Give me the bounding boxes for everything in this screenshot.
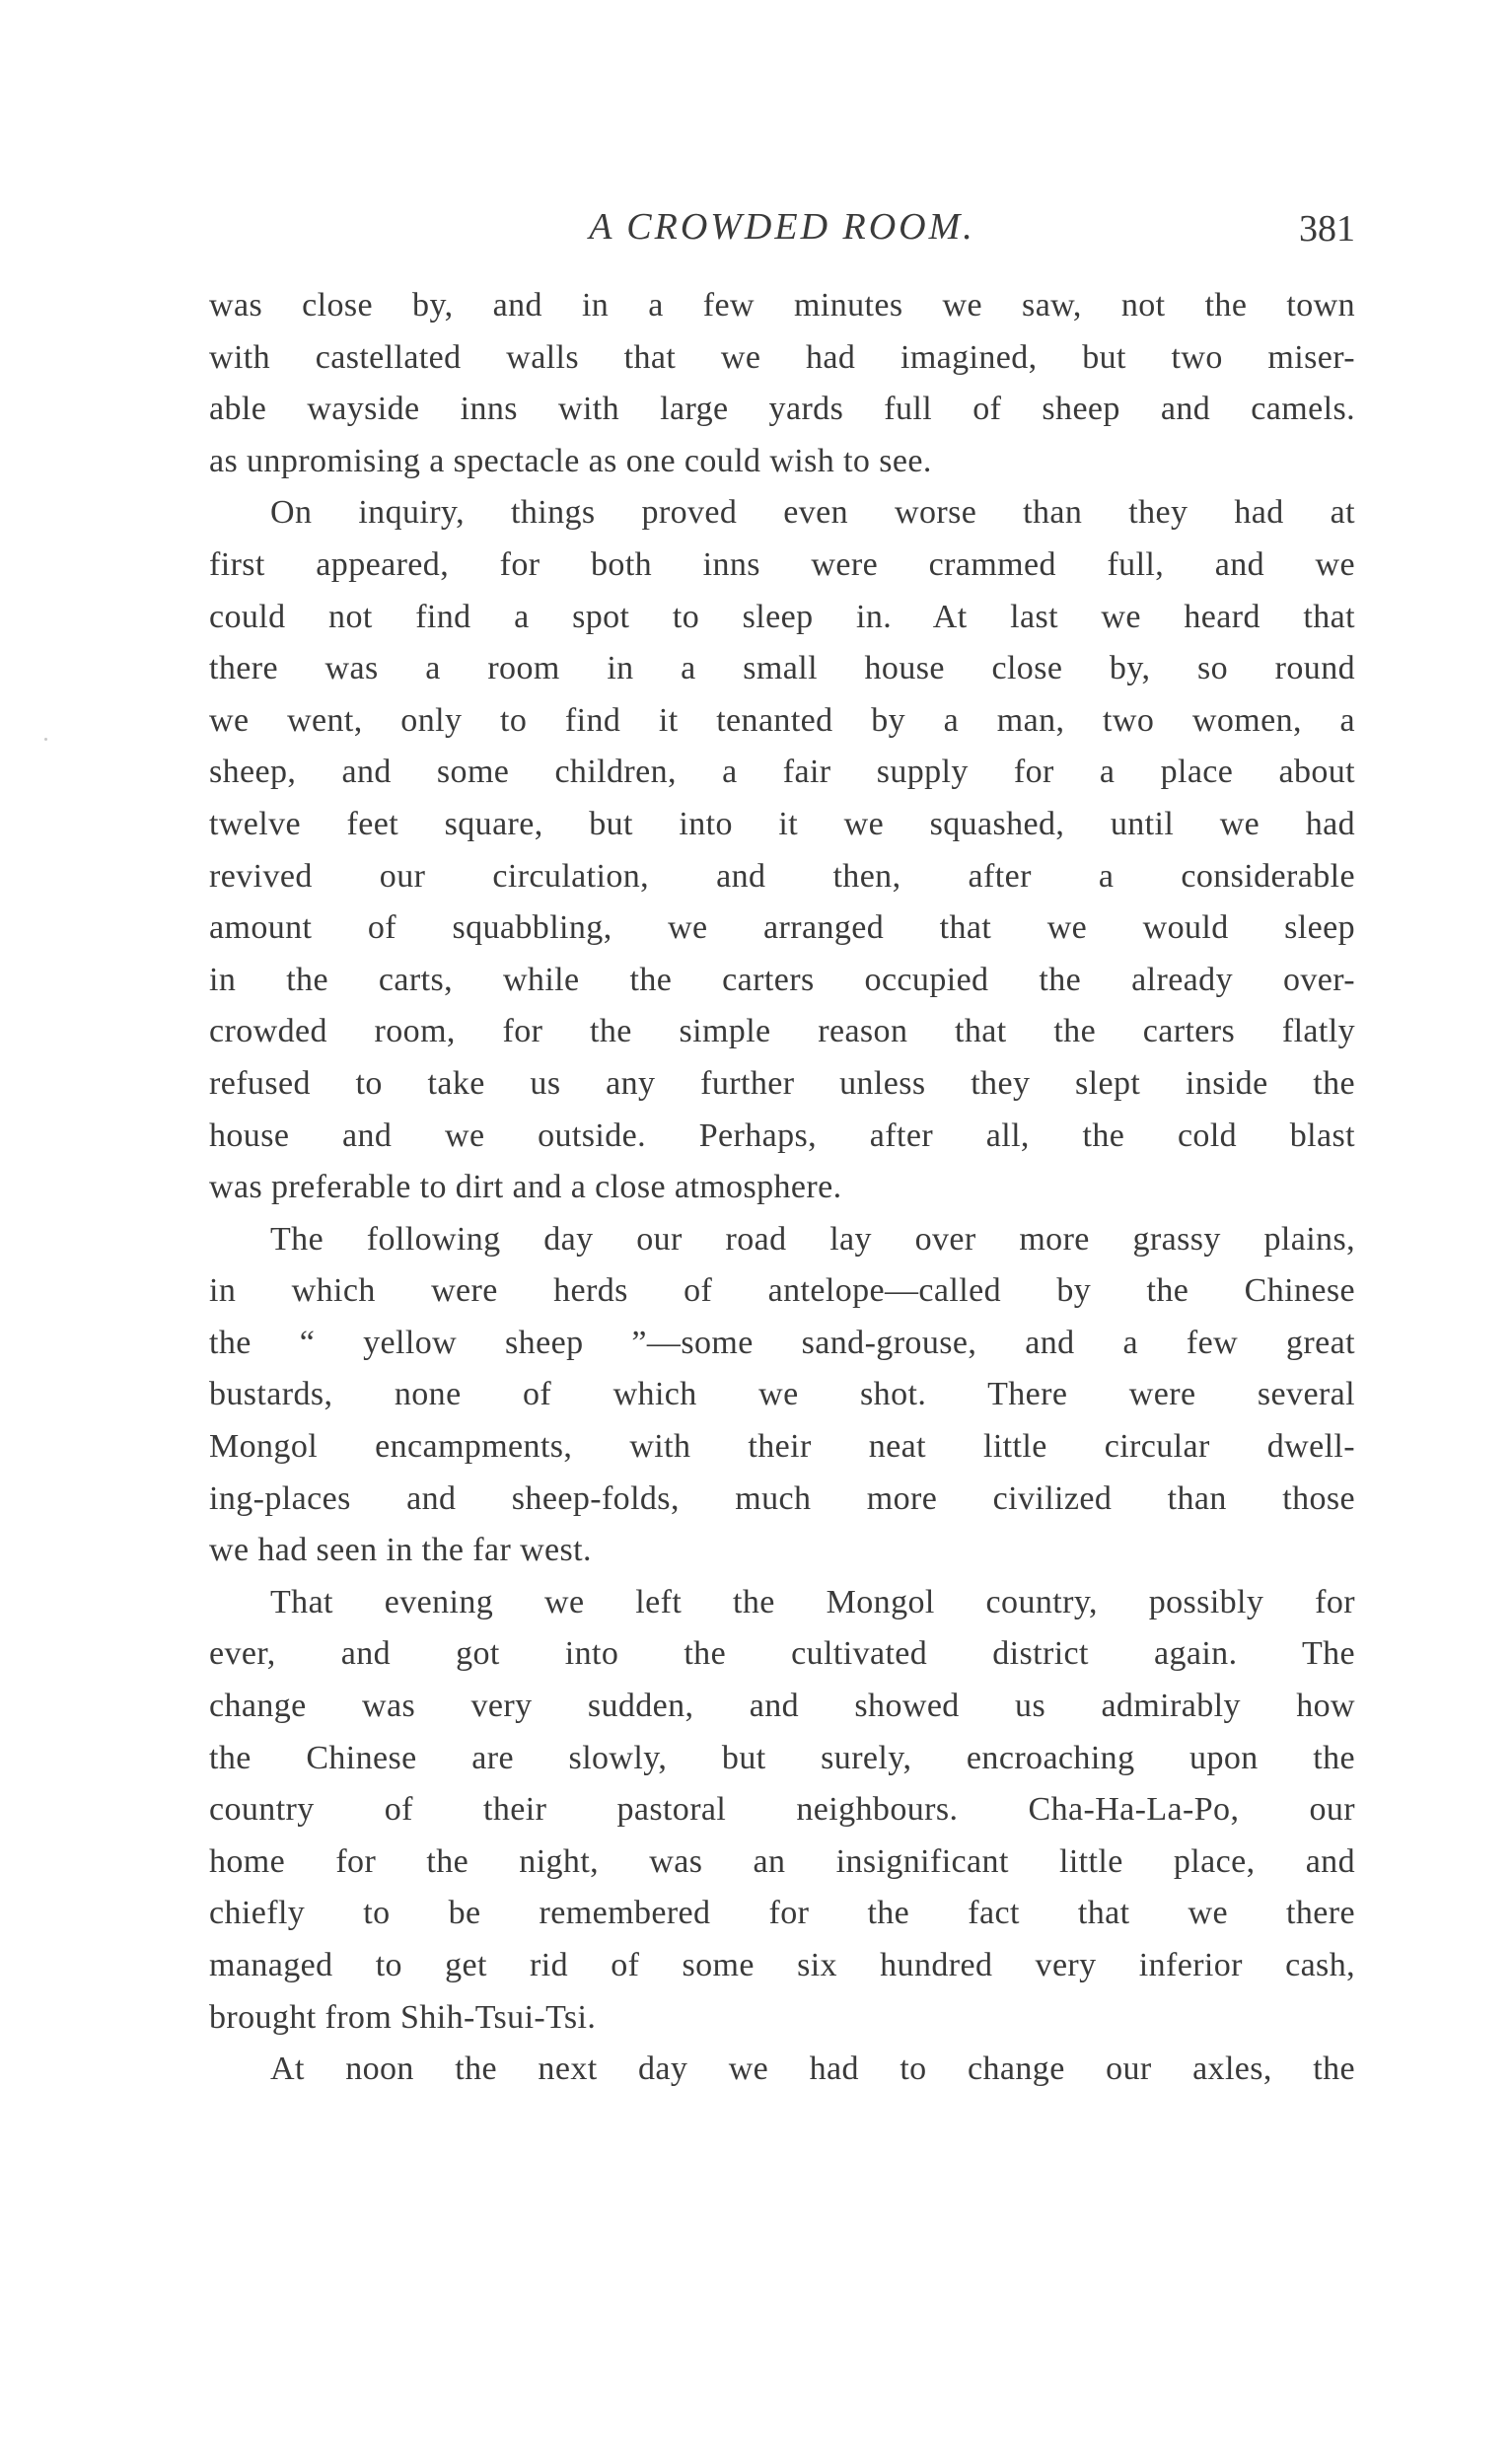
- text-line: the Chinese are slowly, but surely, encroaching upon the: [209, 1739, 1355, 1776]
- paragraph-first-line: That evening we left the Mongol country, possibly for: [270, 1583, 1355, 1620]
- text-line: managed to get rid of some six hundred very inferior cash,: [209, 1947, 1355, 1983]
- text-line: amount of squabbling, we arranged that we would sleep: [209, 909, 1355, 947]
- text-line: the “ yellow sheep ”—some sand-grouse, and a few great: [209, 1324, 1355, 1361]
- text-line: refused to take us any further unless they slept inside the: [209, 1064, 1355, 1102]
- page-number: 381: [1299, 208, 1355, 250]
- text-line: there was a room in a small house close by, so round: [209, 650, 1355, 687]
- text-line: revived our circulation, and then, after a considerable: [209, 857, 1355, 895]
- paragraph-first-line: The following day our road lay over more grassy plains,: [270, 1220, 1355, 1258]
- text-line: could not find a spot to sleep in. At last we heard that: [209, 598, 1355, 635]
- text-line: we went, only to find it tenanted by a man, two women, a: [209, 701, 1355, 739]
- paragraph-first-line: On inquiry, things proved even worse than they had at: [270, 494, 1355, 532]
- text-line: chiefly to be remembered for the fact that we there: [209, 1895, 1355, 1932]
- paragraph-first-line: At noon the next day we had to change our axles, the: [270, 2051, 1355, 2088]
- running-head: [209, 205, 1355, 260]
- running-title: A CROWDED ROOM.: [589, 206, 975, 248]
- text-line: home for the night, was an insignificant little place, and: [209, 1842, 1355, 1880]
- margin-speck: [44, 738, 47, 741]
- text-line: we had seen in the far west.: [209, 1532, 592, 1569]
- text-line: as unpromising a spectacle as one could wish to see.: [209, 442, 932, 479]
- text-line: crowded room, for the simple reason that the carters flatly: [209, 1013, 1355, 1050]
- text-line: sheep, and some children, a fair supply for a place about: [209, 754, 1355, 791]
- text-line: change was very sudden, and showed us admirably how: [209, 1688, 1355, 1725]
- text-line: twelve feet square, but into it we squashed, until we had: [209, 805, 1355, 842]
- text-line: bustards, none of which we shot. There were several: [209, 1376, 1355, 1413]
- text-line: ing-places and sheep-folds, much more civilized than those: [209, 1479, 1355, 1517]
- text-line: with castellated walls that we had imagined, but two miser-: [209, 338, 1355, 376]
- text-line: was close by, and in a few minutes we saw, not the town: [209, 287, 1355, 324]
- text-line: was preferable to dirt and a close atmosphere.: [209, 1169, 842, 1206]
- text-line: in the carts, while the carters occupied the already over-: [209, 961, 1355, 998]
- text-line: able wayside inns with large yards full of sheep and camels.: [209, 391, 1355, 428]
- text-line: ever, and got into the cultivated district again. The: [209, 1635, 1355, 1673]
- text-line: brought from Shih-Tsui-Tsi.: [209, 1998, 597, 2036]
- text-line: country of their pastoral neighbours. Cha-Ha-La-Po, our: [209, 1791, 1355, 1829]
- body-text: [209, 280, 1355, 2096]
- text-line: in which were herds of antelope—called by the Chinese: [209, 1272, 1355, 1310]
- text-line: Mongol encampments, with their neat little circular dwell-: [209, 1428, 1355, 1466]
- text-line: first appeared, for both inns were crammed full, and we: [209, 545, 1355, 583]
- text-line: house and we outside. Perhaps, after all, the cold blast: [209, 1116, 1355, 1154]
